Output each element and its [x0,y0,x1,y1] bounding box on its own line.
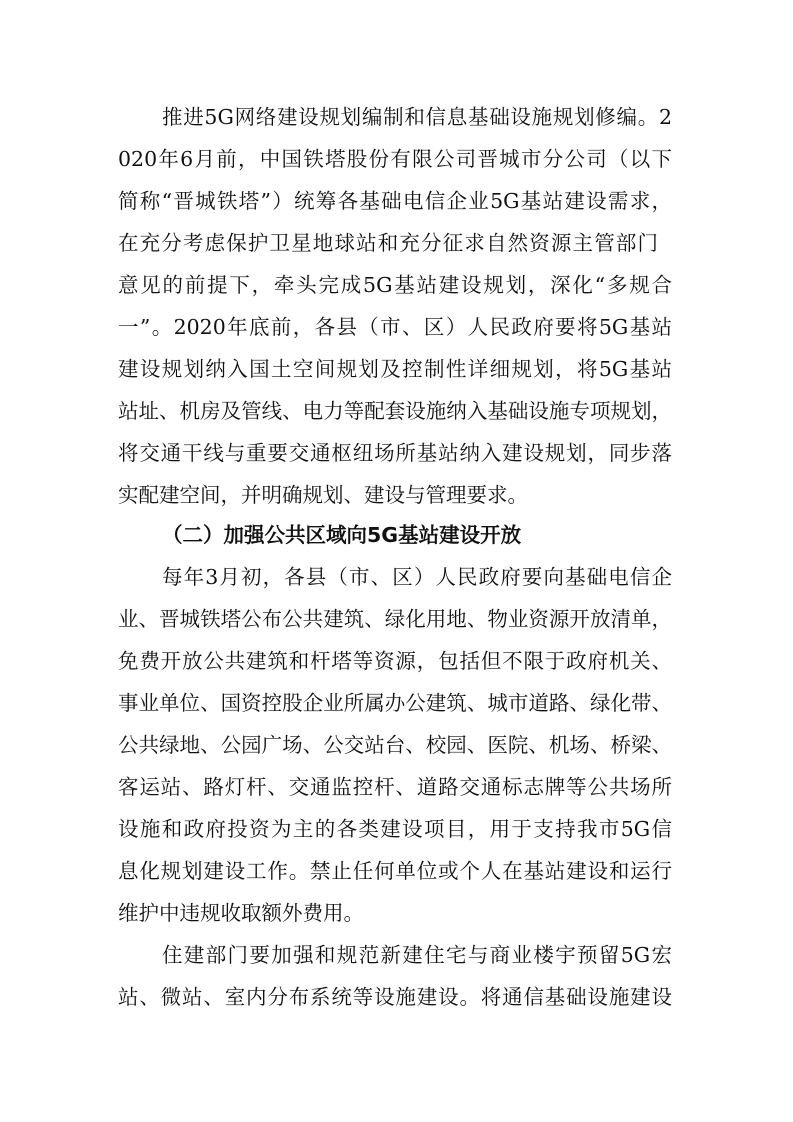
paragraph-2-line-8: 息化规划建设工作。禁止任何单位或个人在基站建设和运行 [118,859,672,883]
paragraph-2-line-1: 每年3月初，各县（市、区）人民政府要向基础电信企 [162,565,672,589]
paragraph-2-line-9: 维护中违规收取额外费用。 [118,901,364,925]
paragraph-1-line-10: 实配建空间，并明确规划、建设与管理要求。 [118,483,528,507]
section-heading: （二）加强公共区域向5G基站建设开放 [162,523,522,547]
paragraph-1-line-7: 建设规划纳入国土空间规划及控制性详细规划，将5G基站 [118,357,672,381]
paragraph-1-line-8: 站址、机房及管线、电力等配套设施纳入基础设施专项规划， [118,399,672,423]
paragraph-3-line-1: 住建部门要加强和规范新建住宅与商业楼宇预留5G宏 [162,943,672,967]
paragraph-2-line-7: 设施和政府投资为主的各类建设项目，用于支持我市5G信 [118,817,672,841]
paragraph-2-line-6: 客运站、路灯杆、交通监控杆、道路交通标志牌等公共场所 [118,775,672,799]
paragraph-1-line-9: 将交通干线与重要交通枢纽场所基站纳入建设规划，同步落 [118,441,672,465]
paragraph-1-line-6: 一”。2020年底前，各县（市、区）人民政府要将5G基站 [118,315,672,339]
paragraph-2-line-4: 事业单位、国资控股企业所属办公建筑、城市道路、绿化带、 [118,691,672,715]
paragraph-1-line-1: 推进5G网络建设规划编制和信息基础设施规划修编。2 [162,105,672,129]
paragraph-1-line-3: 简称“晋城铁塔”）统筹各基础电信企业5G基站建设需求， [118,189,672,213]
paragraph-2-line-3: 免费开放公共建筑和杆塔等资源，包括但不限于政府机关、 [118,649,672,673]
paragraph-1-line-4: 在充分考虑保护卫星地球站和充分征求自然资源主管部门 [118,231,658,255]
paragraph-2-line-5: 公共绿地、公园广场、公交站台、校园、医院、机场、桥梁、 [118,733,672,757]
paragraph-1-line-5: 意见的前提下，牵头完成5G基站建设规划，深化“多规合 [118,273,672,297]
paragraph-2-line-2: 业、晋城铁塔公布公共建筑、绿化用地、物业资源开放清单， [118,607,672,631]
paragraph-3-line-2: 站、微站、室内分布系统等设施建设。将通信基础设施建设 [118,985,672,1009]
paragraph-1-line-2: 020年6月前，中国铁塔股份有限公司晋城市分公司（以下 [118,147,672,171]
